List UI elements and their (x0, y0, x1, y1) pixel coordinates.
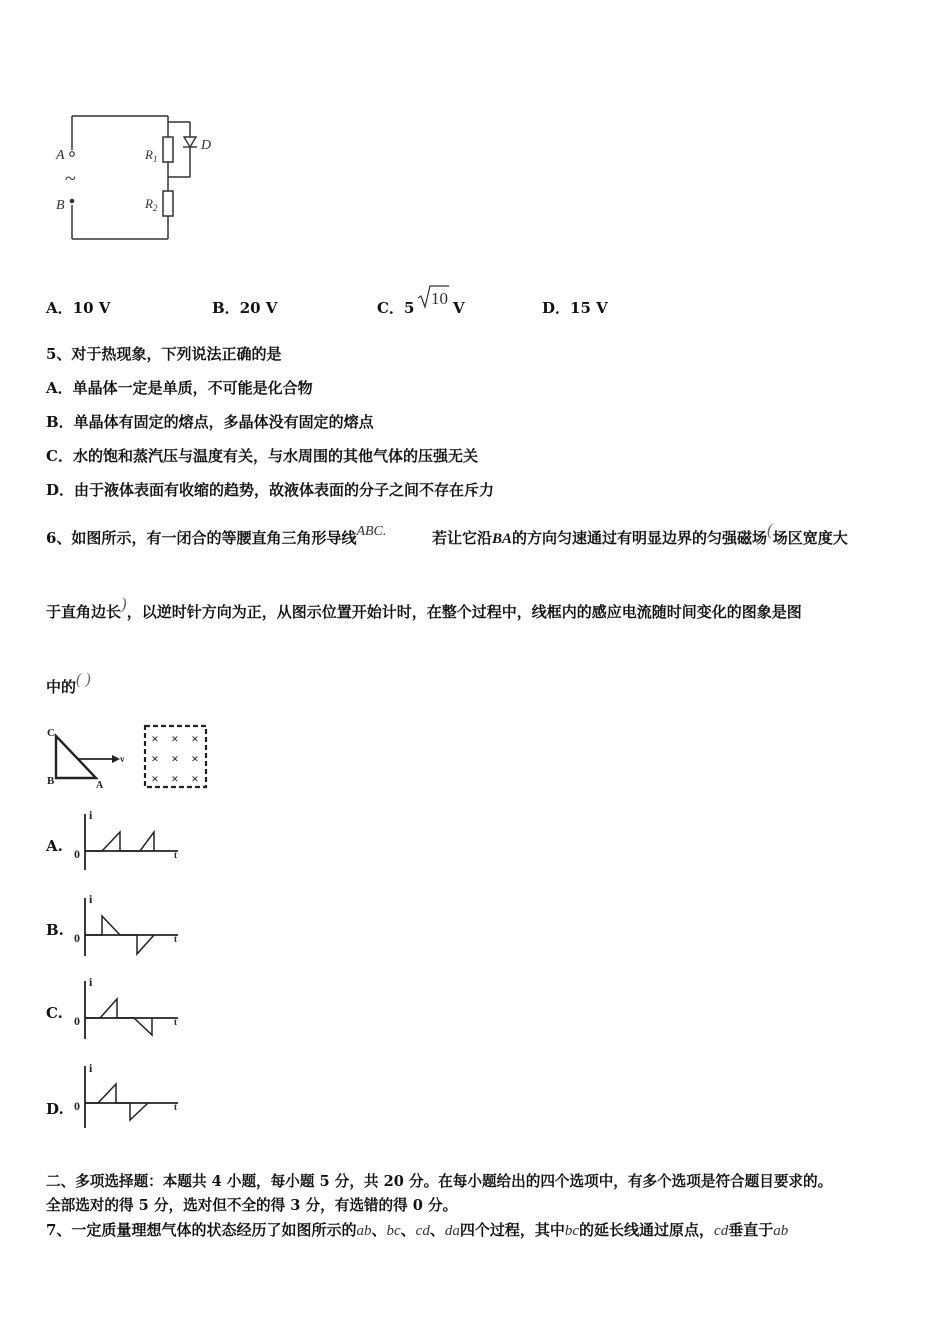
svg-text:i: i (89, 892, 93, 906)
svg-text:t: t (174, 1017, 177, 1027)
section2-line1: 二、多项选择题：本题共 4 小题，每小题 5 分，共 20 分。在每小题给出的四个选项中，有多个选项是符合题目要求的。 (46, 1173, 833, 1190)
svg-text:i: i (89, 975, 93, 989)
q6-graph-b (72, 892, 184, 958)
q5-option-d: D．由于液体表面有收缩的趋势，故液体表面的分子之间不存在斥力 (46, 481, 495, 499)
q4-option-c: C．5 (377, 299, 415, 317)
svg-text:×: × (171, 751, 179, 766)
svg-text:t: t (174, 1102, 177, 1112)
svg-text:0: 0 (74, 1014, 80, 1028)
q6-line3: 中的( ) (46, 671, 91, 696)
label-v: v (120, 754, 125, 764)
graph-a-curve (85, 832, 154, 851)
q4-option-c-unit: V (453, 299, 465, 317)
svg-text:×: × (151, 731, 159, 746)
q6-graph-a (72, 808, 184, 872)
label-r1: R (145, 147, 153, 162)
svg-text:R1 (144, 147, 157, 164)
q5-option-a: A．单晶体一定是单质，不可能是化合物 (46, 379, 313, 397)
svg-text:t: t (174, 934, 177, 944)
label-r1-sub: 1 (152, 154, 158, 164)
q5-option-b: B．单晶体有固定的熔点，多晶体没有固定的熔点 (46, 413, 374, 431)
resistor-r1 (163, 137, 173, 162)
sqrt-symbol (416, 284, 450, 310)
svg-text:×: × (171, 771, 179, 786)
svg-text:×: × (171, 731, 179, 746)
svg-text:0: 0 (74, 1099, 80, 1113)
q7-stem: 7、一定质量理想气体的状态经历了如图所示的ab、bc、cd、da四个过程，其中bc的延长线通过原点，cd垂直于ab (46, 1221, 789, 1239)
label-b: B (56, 198, 65, 213)
q6-option-b-label: B. (46, 921, 64, 939)
q6-graph-c (72, 975, 184, 1041)
svg-text:×: × (151, 771, 159, 786)
arrow-icon (112, 755, 120, 763)
section2-line2: 全部选对的得 5 分，选对但不全的得 3 分，有选错的得 0 分。 (46, 1197, 458, 1214)
graph-c-curve (85, 999, 152, 1035)
terminal-a (70, 152, 75, 157)
svg-text:0: 0 (74, 847, 80, 861)
svg-text:10: 10 (431, 289, 448, 308)
svg-text:i: i (89, 808, 93, 822)
terminal-b (70, 199, 75, 204)
svg-text:×: × (191, 731, 199, 746)
label-r2-sub: 2 (152, 203, 158, 213)
q6-option-c-label: C. (46, 1004, 63, 1022)
label-b: B (47, 775, 55, 787)
svg-text:i: i (89, 1062, 93, 1075)
triangle-field-figure (44, 722, 214, 794)
q4-option-b: B．20 V (212, 299, 278, 317)
q6-line2: 于直角边长)，以逆时针方向为正，从图示位置开始计时，在整个过程中，线框内的感应电流随时间变化的图象是图 (46, 594, 802, 621)
svg-text:R2 (144, 196, 158, 213)
circuit-diagram (40, 105, 230, 250)
q6-line1: 6、如图所示，有一闭合的等腰直角三角形导线ABC. (46, 524, 387, 547)
svg-text:×: × (151, 751, 159, 766)
label-r2: R (145, 196, 153, 211)
triangle-loop (56, 736, 96, 778)
q6-graph-d (72, 1062, 184, 1130)
svg-text:×: × (191, 771, 199, 786)
resistor-r2 (163, 191, 173, 216)
label-c: C (47, 727, 55, 739)
q5-stem: 5、对于热现象，下列说法正确的是 (46, 345, 282, 363)
q4-option-a: A．10 V (46, 299, 111, 317)
svg-text:t: t (174, 850, 177, 860)
q5-option-c: C．水的饱和蒸汽压与温度有关，与水周围的其他气体的压强无关 (46, 447, 478, 465)
diode-icon (183, 137, 197, 147)
svg-text:×: × (191, 751, 199, 766)
q4-option-d: D．15 V (542, 299, 608, 317)
field-marks (151, 731, 198, 786)
q6-option-d-label: D. (46, 1100, 64, 1118)
ac-source-icon: ~ (65, 168, 76, 190)
q6-line1-cont: 若让它沿BA的方向匀速通过有明显边界的匀强磁场(场区宽度大 (432, 520, 848, 547)
graph-d-curve (85, 1084, 148, 1120)
q6-option-a-label: A. (46, 837, 63, 855)
svg-text:0: 0 (74, 931, 80, 945)
label-a: A (96, 780, 104, 791)
label-d: D (201, 138, 212, 153)
label-a: A (56, 148, 65, 163)
